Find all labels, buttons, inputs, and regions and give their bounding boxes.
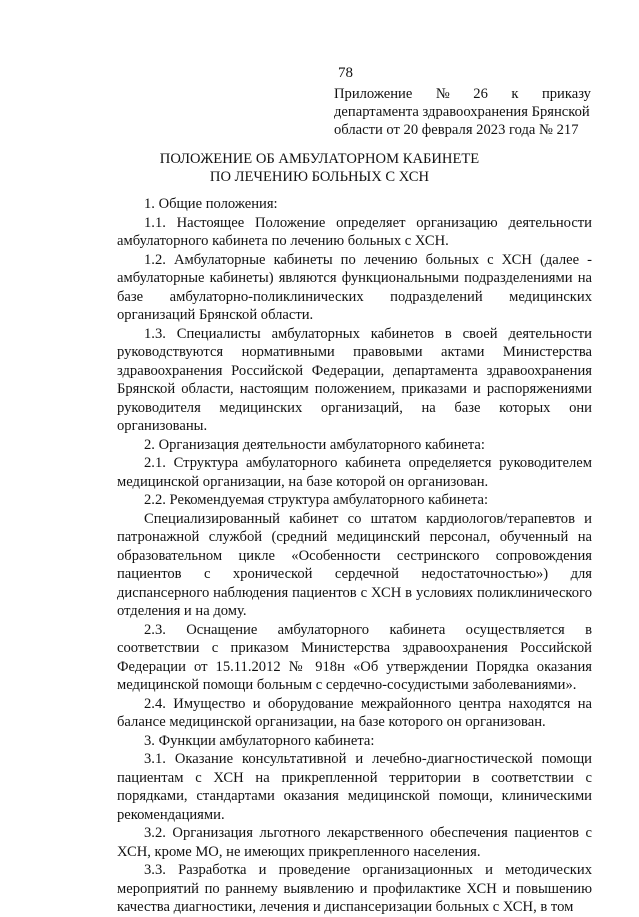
paragraph: 3.1. Оказание консультативной и лечебно-диагностической помощи пациентам с ХСН на прикрепленной территории в соответствии с порядками, стандартами оказания медицинской помощи, клиническими рекомендациями. [117, 751, 592, 823]
appendix-word: 26 [473, 86, 488, 102]
paragraph: Специализированный кабинет со штатом кардиологов/терапевтов и патронажной службой (средний медицинский персонал, обученный на образовательном цикле «Особенности сестринского сопровождения пациентов с хронической сердечной недостаточностью») для диспансерного наблюдения пациентов с ХСН в условиях поликлинического отделения и на дому. [117, 510, 592, 619]
paragraph: 1.2. Амбулаторные кабинеты по лечению больных с ХСН (далее - амбулаторные кабинеты) являются функциональными подразделениями на базе амбулаторно-поликлинических подразделений медицинских организаций Брянской области. [117, 251, 592, 323]
title-line-2: ПО ЛЕЧЕНИЮ БОЛЬНЫХ С ХСН [209, 169, 430, 185]
document-title [0, 150, 639, 186]
appendix-line-1 [334, 85, 591, 103]
section-heading: 3. Функции амбулаторного кабинета: [144, 732, 375, 749]
paragraph: 3.2. Организация льготного лекарственного обеспечения пациентов с ХСН, кроме МО, не имеющих прикрепленного населения. [117, 825, 592, 860]
section-heading: 2.2. Рекомендуемая структура амбулаторного кабинета: [144, 492, 489, 508]
paragraph: 1.3. Специалисты амбулаторных кабинетов в своей деятельности руководствуются нормативными правовыми актами Министерства здравоохранения Российской Федерации, департамента здравоохранения Брянской области, настоящим положением, приказами и распоряжениями руководителя медицинских организаций, на базе которых они организованы. [117, 325, 592, 434]
appendix-line-3: области от 20 февраля 2023 года № 217 [334, 122, 579, 139]
document-body [117, 195, 592, 917]
paragraph: 3.3. Разработка и проведение организационных и методических мероприятий по раннему выявлению и профилактике ХСН и повышению качества диагностики, лечения и диспансеризации больных с ХСН, в том [117, 862, 592, 915]
appendix-word: Приложение [334, 86, 413, 102]
page-number: 78 [338, 65, 353, 81]
section-heading: 1. Общие положения: [144, 196, 278, 212]
appendix-word: к [511, 86, 519, 102]
paragraph: 1.1. Настоящее Положение определяет организацию деятельности амбулаторного кабинета по лечению больных с ХСН. [117, 214, 592, 249]
appendix-word: приказу [541, 86, 591, 102]
title-line-1: ПОЛОЖЕНИЕ ОБ АМБУЛАТОРНОМ КАБИНЕТЕ [159, 151, 480, 167]
appendix-word: № [435, 86, 450, 102]
paragraph: 2.4. Имущество и оборудование межрайонного центра находятся на балансе медицинской организации, на базе которого он организован. [117, 695, 592, 730]
appendix-line-2: департамента здравоохранения Брянской [334, 104, 590, 121]
section-heading: 2. Организация деятельности амбулаторного кабинета: [144, 436, 485, 453]
paragraph: 2.1. Структура амбулаторного кабинета определяется руководителем медицинской организации, на базе которой он организован. [117, 455, 592, 490]
paragraph: 2.3. Оснащение амбулаторного кабинета осуществляется в соответствии с приказом Министерства здравоохранения Российской Федерации от 15.11.2012 № 918н «Об утверждении Порядка оказания медицинской помощи больным с сердечно-сосудистыми заболеваниями». [117, 621, 592, 693]
appendix-note [334, 85, 591, 140]
